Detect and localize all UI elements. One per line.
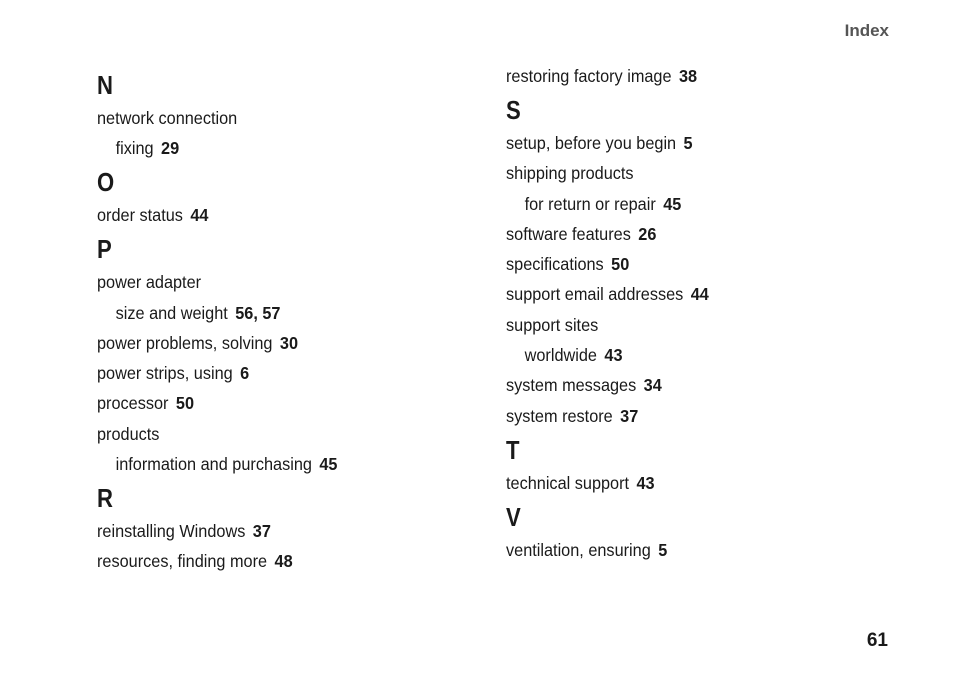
index-entry xyxy=(506,66,878,87)
index-page-ref[interactable]: 45 xyxy=(663,193,682,214)
index-page-ref[interactable]: 43 xyxy=(604,345,623,366)
index-entry xyxy=(97,333,469,354)
index-entry xyxy=(506,254,878,275)
index-entry xyxy=(97,521,469,542)
index-entry xyxy=(506,406,878,427)
index-term: power problems, solving xyxy=(97,332,273,353)
index-page-ref[interactable]: 50 xyxy=(175,393,195,414)
index-term: reinstalling Windows xyxy=(97,521,246,542)
index-term: power strips, using xyxy=(97,363,233,384)
section-letter-r: R xyxy=(97,483,113,514)
index-term: system restore xyxy=(506,405,613,426)
index-page-ref[interactable]: 38 xyxy=(678,66,698,86)
index-entry xyxy=(506,473,878,494)
index-entry xyxy=(506,163,878,184)
index-page-ref[interactable]: 34 xyxy=(643,375,662,396)
index-page-ref[interactable]: 37 xyxy=(620,405,639,426)
index-page-ref[interactable]: 37 xyxy=(252,521,271,542)
index-entry xyxy=(97,108,469,129)
index-term: setup, before you begin xyxy=(506,133,677,153)
index-entry xyxy=(97,393,469,414)
index-term: power adapter xyxy=(97,272,202,293)
index-term: network connection xyxy=(97,108,238,128)
index-column-left xyxy=(97,62,497,582)
index-term: order status xyxy=(97,205,183,226)
index-page-ref[interactable]: 29 xyxy=(161,138,180,159)
index-entry xyxy=(506,540,878,561)
index-term: processor xyxy=(97,393,169,414)
section-letter-t: T xyxy=(506,434,520,465)
index-page-ref[interactable]: 48 xyxy=(274,551,293,572)
index-entry xyxy=(97,424,469,445)
index-entry xyxy=(97,551,469,572)
index-subentry xyxy=(506,194,878,215)
index-term: for return or repair xyxy=(524,193,656,214)
index-page-ref[interactable]: 26 xyxy=(638,223,657,244)
index-page-ref[interactable]: 50 xyxy=(611,254,630,275)
index-entry xyxy=(506,133,878,154)
index-entry xyxy=(97,272,469,293)
index-term: software features xyxy=(506,223,631,244)
index-page-ref[interactable]: 45 xyxy=(319,454,338,475)
index-page-ref[interactable]: 30 xyxy=(279,332,299,353)
index-subentry xyxy=(97,303,469,324)
index-entry xyxy=(506,375,878,396)
index-term: information and purchasing xyxy=(115,454,312,475)
index-term: resources, finding more xyxy=(97,551,268,572)
section-letter-s: S xyxy=(506,95,521,125)
section-letter-n: N xyxy=(97,70,113,100)
index-page-ref[interactable]: 5 xyxy=(658,539,668,560)
index-term: size and weight xyxy=(115,302,228,323)
index-term: fixing xyxy=(115,138,154,159)
index-term: ventilation, ensuring xyxy=(506,539,651,560)
index-subentry xyxy=(506,345,878,366)
section-letter-p: P xyxy=(97,234,112,265)
index-term: restoring factory image xyxy=(506,66,672,86)
index-term: support sites xyxy=(506,314,599,335)
section-letter-v: V xyxy=(506,501,521,532)
index-term: worldwide xyxy=(524,345,597,366)
index-page-ref[interactable]: 44 xyxy=(190,205,209,226)
index-subentry xyxy=(97,454,469,475)
index-entry xyxy=(97,363,469,384)
index-term: system messages xyxy=(506,375,637,396)
index-entry xyxy=(97,205,469,226)
index-term: support email addresses xyxy=(506,284,684,305)
index-entry xyxy=(506,315,878,336)
index-term: products xyxy=(97,423,160,444)
page-number: 61 xyxy=(866,630,888,651)
index-page-ref[interactable]: 44 xyxy=(690,284,709,305)
index-page-ref[interactable]: 56, 57 xyxy=(235,302,281,323)
index-column-right xyxy=(506,66,906,570)
index-subentry xyxy=(97,138,469,159)
index-term: specifications xyxy=(506,254,604,275)
section-letter-o: O xyxy=(97,167,115,198)
page-header-title: Index xyxy=(844,21,889,40)
index-term: technical support xyxy=(506,472,630,493)
index-entry xyxy=(506,284,878,305)
index-page-ref[interactable]: 43 xyxy=(636,472,655,493)
index-page-ref[interactable]: 5 xyxy=(683,133,693,153)
index-entry xyxy=(506,224,878,245)
index-term: shipping products xyxy=(506,163,634,184)
index-page-ref[interactable]: 6 xyxy=(240,363,250,384)
